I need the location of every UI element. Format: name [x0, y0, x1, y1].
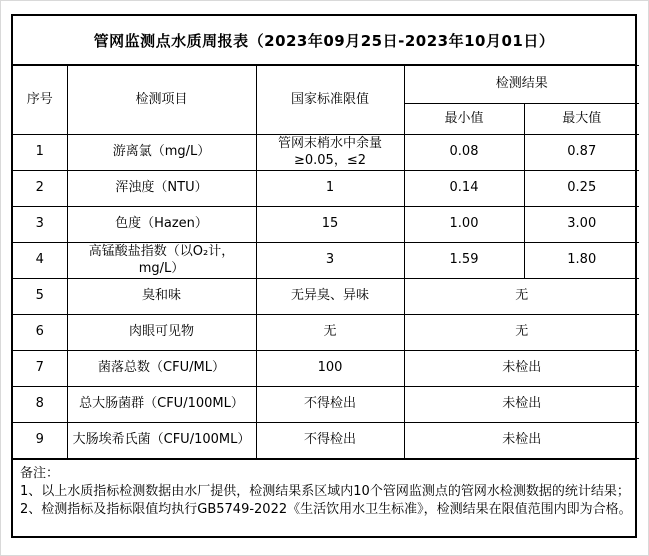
row-index-cell: 9 [13, 423, 67, 459]
row-index-cell: 8 [13, 387, 67, 423]
item-cell: 菌落总数（CFU/ML） [67, 351, 256, 387]
row-index-cell: 4 [13, 243, 67, 279]
header-min: 最小值 [404, 104, 524, 135]
limit-cell: 无异臭、异味 [256, 279, 404, 315]
remarks-line-2: 2、检测指标及指标限值均执行GB5749-2022《生活饮用水卫生标准》，检测结果在限值范围内即为合格。 [20, 502, 632, 518]
header-max: 最大值 [524, 104, 639, 135]
table-row [13, 315, 639, 351]
table-row [13, 171, 639, 207]
limit-cell: 15 [256, 207, 404, 243]
item-cell: 高锰酸盐指数（以O₂计，mg/L） [67, 243, 256, 279]
max-cell: 0.87 [524, 135, 639, 171]
min-cell: 0.08 [404, 135, 524, 171]
max-cell: 1.80 [524, 243, 639, 279]
item-cell: 总大肠菌群（CFU/100ML） [67, 387, 256, 423]
report-table-frame [11, 14, 637, 538]
row-index-cell: 7 [13, 351, 67, 387]
item-cell: 肉眼可见物 [67, 315, 256, 351]
table-row [13, 279, 639, 315]
remarks-section [13, 459, 635, 536]
report-title: 管网监测点水质周报表（2023年09月25日-2023年10月01日） [13, 16, 635, 65]
table-row [13, 243, 639, 279]
limit-cell: 100 [256, 351, 404, 387]
water-quality-table [13, 65, 639, 459]
limit-cell: 3 [256, 243, 404, 279]
row-index-cell: 2 [13, 171, 67, 207]
table-row [13, 351, 639, 387]
item-cell: 游离氯（mg/L） [67, 135, 256, 171]
item-cell: 臭和味 [67, 279, 256, 315]
result-cell: 无 [404, 315, 639, 351]
table-row [13, 135, 639, 171]
max-cell: 3.00 [524, 207, 639, 243]
result-cell: 无 [404, 279, 639, 315]
header-result-group: 检测结果 [404, 66, 639, 104]
result-cell: 未检出 [404, 351, 639, 387]
item-cell: 大肠埃希氏菌（CFU/100ML） [67, 423, 256, 459]
limit-cell: 不得检出 [256, 387, 404, 423]
item-cell: 色度（Hazen） [67, 207, 256, 243]
result-cell: 未检出 [404, 423, 639, 459]
remarks-line-1: 1、以上水质指标检测数据由水厂提供，检测结果系区域内10个管网监测点的管网水检测数据的统计结果； [20, 484, 630, 500]
limit-cell: 不得检出 [256, 423, 404, 459]
max-cell: 0.25 [524, 171, 639, 207]
header-index: 序号 [13, 66, 67, 135]
table-row [13, 423, 639, 459]
row-index-cell: 5 [13, 279, 67, 315]
table-row [13, 387, 639, 423]
header-item: 检测项目 [67, 66, 256, 135]
min-cell: 1.00 [404, 207, 524, 243]
header-limit: 国家标准限值 [256, 66, 404, 135]
item-cell: 浑浊度（NTU） [67, 171, 256, 207]
result-cell: 未检出 [404, 387, 639, 423]
row-index-cell: 1 [13, 135, 67, 171]
row-index-cell: 3 [13, 207, 67, 243]
min-cell: 1.59 [404, 243, 524, 279]
limit-cell: 1 [256, 171, 404, 207]
limit-cell: 管网末梢水中余量≥0.05，≤2 [256, 135, 404, 171]
min-cell: 0.14 [404, 171, 524, 207]
table-row [13, 207, 639, 243]
header-row-1 [13, 66, 639, 104]
row-index-cell: 6 [13, 315, 67, 351]
limit-cell: 无 [256, 315, 404, 351]
remarks-label: 备注： [20, 466, 60, 481]
